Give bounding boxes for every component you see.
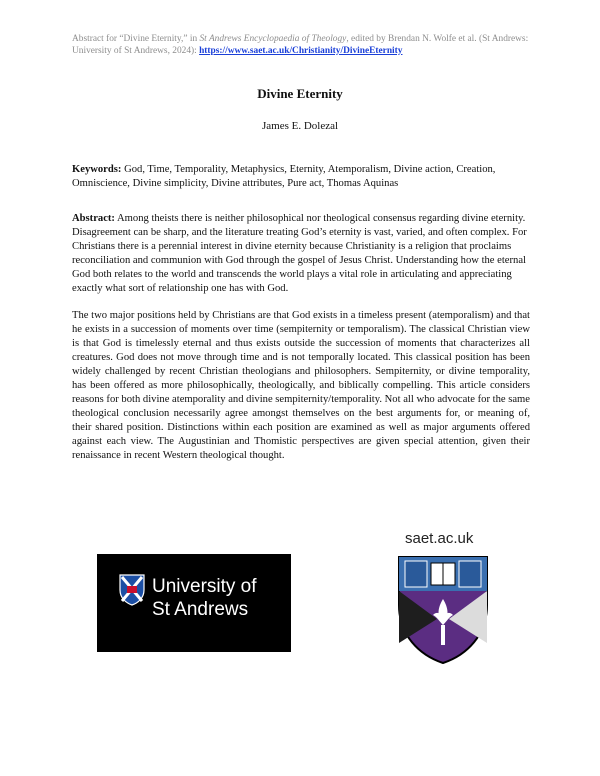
citation-url-link[interactable]: https://www.saet.ac.uk/Christianity/DivineEternity — [199, 46, 403, 56]
abstract-paragraph — [72, 212, 530, 296]
abstract-text: Among theists there is neither philosophical nor theological consensus regarding divine eternity. Disagreement can be sharp, and the literature treating God’s eternity is vast, varied, and often complex. For Christians there is a perennial interest in divine eternity because Christianity is a religion that proclaims reconciliation and communion with God through the gospel of Jesus Christ. Understanding how the eternal God both relates to the world and transcends the world plays a vital role in articulating and appreciating exactly what sort of relationship one has with God. — [72, 213, 527, 294]
abstract-label: Abstract: — [72, 213, 115, 224]
st-andrews-line2: St Andrews — [152, 599, 249, 620]
citation-prefix: Abstract for “Divine Eternity,” in — [72, 34, 200, 44]
body-paragraph: The two major positions held by Christians are that God exists in a timeless present (atemporalism) and that he exists in a succession of moments over time (sempiternity or temporalism). The classical Christian view is that God is timelessly eternal and thus exists outside the succession of moments that characterizes all creatures. God does not move through time and is not temporally located. This classical position has been widely challenged by recent Christian theologians and philosophers. Sempiternity, or divine temporality, has been offered as more philosophically, theologically, and biblically compelling. This article considers reasons for both divine atemporality and divine sempiternity/temporality. Not all who advocate for the same theological conclusion necessarily agree amongst themselves on the best arguments for, or meaning of, their shared position. Distinctions within each position are examined as well as major arguments offered against each view. The Augustinian and Thomistic perspectives are given special attention, given their renaissance in recent Western theological thought. — [72, 310, 530, 461]
st-andrews-line1: University of — [152, 576, 257, 597]
citation-header — [72, 33, 532, 57]
keywords-paragraph — [72, 163, 530, 191]
saet-crest-icon — [397, 555, 489, 665]
st-andrews-logo — [97, 554, 291, 652]
keywords-text: God, Time, Temporality, Metaphysics, Eternity, Atemporalism, Divine action, Creation, Omniscience, Divine simplicity, Divine attributes, Pure act, Thomas Aquinas — [72, 164, 496, 189]
article-author: James E. Dolezal — [261, 120, 339, 132]
citation-rest: , edited by Brendan N. Wolfe et al. (St Andrews: University of St Andrews, 2024): — [72, 34, 529, 56]
saet-website-label: saet.ac.uk — [405, 530, 474, 547]
keywords-label: Keywords: — [72, 164, 122, 175]
article-title: Divine Eternity — [257, 86, 343, 101]
st-andrews-shield-icon — [119, 574, 145, 606]
citation-book-title: St Andrews Encyclopaedia of Theology — [199, 34, 347, 44]
